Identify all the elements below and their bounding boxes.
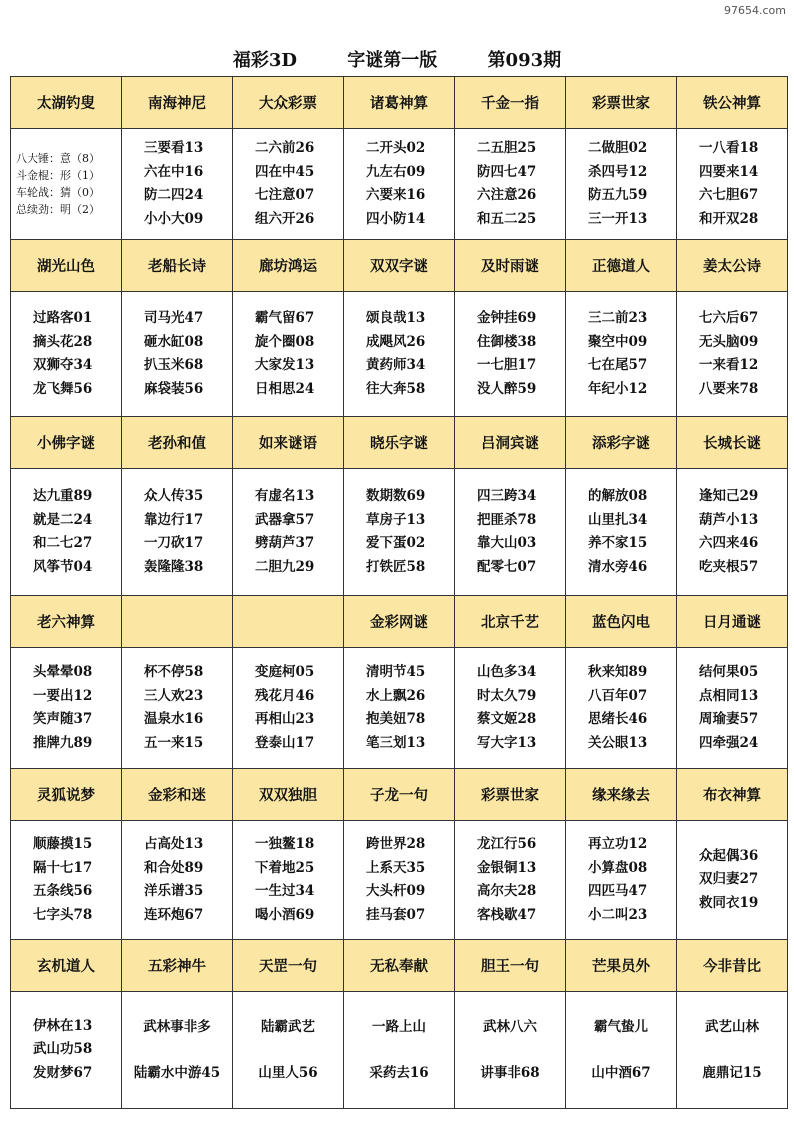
- riddle-line: 上系天35: [366, 859, 426, 876]
- riddle-line: 三要看13: [144, 140, 204, 156]
- column-source-name: 如来谜语: [233, 417, 344, 469]
- riddle-line: 四牵强24: [699, 734, 759, 751]
- riddle-line: 吃夹根57: [699, 558, 759, 575]
- riddle-line: 武山功58: [33, 1041, 93, 1058]
- riddle-cell: [455, 821, 566, 940]
- riddle-line: 水上飘26: [366, 687, 426, 704]
- riddle-line: 三二前23: [588, 310, 648, 326]
- riddle-cell: [11, 292, 122, 417]
- riddle-lines: [11, 833, 121, 927]
- column-source-name: [233, 596, 344, 648]
- riddle-line: 七字头78: [33, 906, 93, 923]
- riddle-line: 笑声随37: [33, 711, 93, 727]
- riddle-line: 组六开26: [255, 210, 315, 227]
- riddle-line: 下着地25: [255, 859, 315, 876]
- riddle-cell: [677, 648, 788, 769]
- riddle-cell: [455, 129, 566, 240]
- column-source-name: 金彩和迷: [122, 769, 233, 821]
- riddle-lines: [566, 661, 676, 755]
- riddle-line: 和开双28: [699, 210, 759, 227]
- riddle-line: 温泉水16: [144, 711, 204, 727]
- riddle-line: 金银铜13: [477, 859, 537, 876]
- riddle-lines: [566, 137, 676, 231]
- riddle-line: 年纪小12: [588, 380, 648, 397]
- header-row: [11, 940, 788, 992]
- riddle-line: 笔三划13: [366, 734, 426, 751]
- column-source-name: 缘来缘去: [566, 769, 677, 821]
- page-title: [0, 46, 794, 72]
- column-source-name: 布衣神算: [677, 769, 788, 821]
- site-watermark: 97654.com: [724, 4, 786, 17]
- riddle-lines: [566, 485, 676, 579]
- riddle-cell: [455, 469, 566, 596]
- riddle-cell: [677, 992, 788, 1109]
- riddle-line: 防四七47: [477, 163, 537, 180]
- riddle-line: 的解放08: [588, 488, 648, 504]
- riddle-line: 再立功12: [588, 836, 648, 852]
- column-source-name: 大众彩票: [233, 77, 344, 129]
- riddle-line: 四匹马47: [588, 883, 648, 899]
- riddle-cell: [455, 648, 566, 769]
- riddle-line: 小小大09: [144, 210, 204, 227]
- riddle-line: 四在中45: [255, 163, 315, 180]
- riddle-line: 扒玉米68: [144, 357, 204, 373]
- riddle-line: 四三跨34: [477, 488, 537, 504]
- riddle-line: 陆霸武艺: [261, 1019, 315, 1035]
- riddle-line: 伊林在13: [33, 1017, 93, 1034]
- riddle-line: 变庭柯05: [255, 664, 315, 680]
- riddle-line: 九左右09: [366, 163, 426, 180]
- riddle-line: 众起偶36: [699, 847, 759, 864]
- column-source-name: 廊坊鸿运: [233, 240, 344, 292]
- column-source-name: 湖光山色: [11, 240, 122, 292]
- riddle-line: 五一来15: [144, 734, 204, 751]
- riddle-cell: [455, 992, 566, 1109]
- riddle-line: 隔十七17: [33, 859, 93, 876]
- riddle-line: 周瑜妻57: [699, 711, 759, 727]
- riddle-line: 众人传35: [144, 488, 204, 504]
- column-source-name: 双双字谜: [344, 240, 455, 292]
- riddle-line: 颂良哉13: [366, 310, 426, 326]
- riddle-line: 高尔夫28: [477, 883, 537, 899]
- riddle-line: 八百年07: [588, 687, 648, 704]
- riddle-cell: [344, 648, 455, 769]
- riddle-cell: [344, 821, 455, 940]
- riddle-cell: [566, 992, 677, 1109]
- riddle-cell: [122, 469, 233, 596]
- riddle-line: 二五胆25: [477, 140, 537, 156]
- riddle-line: 往大奔58: [366, 380, 426, 397]
- riddle-line: 住御楼38: [477, 333, 537, 350]
- riddle-line: 杯不停58: [144, 664, 204, 680]
- riddle-line: 过路客01: [33, 310, 93, 326]
- column-source-name: 子龙一句: [344, 769, 455, 821]
- riddle-line: 一要出12: [33, 687, 93, 704]
- column-source-name: 铁公神算: [677, 77, 788, 129]
- riddle-line: 武器拿57: [255, 511, 315, 528]
- column-source-name: 天罡一句: [233, 940, 344, 992]
- riddle-cell: [11, 129, 122, 240]
- riddle-cell: [344, 129, 455, 240]
- riddle-lines: [233, 485, 343, 579]
- header-row: [11, 417, 788, 469]
- riddle-line: 一独鳌18: [255, 836, 315, 852]
- riddle-line: 客栈歇47: [477, 906, 537, 923]
- riddle-cell: [566, 292, 677, 417]
- riddle-lines: [677, 845, 787, 916]
- column-source-name: 老船长诗: [122, 240, 233, 292]
- header-row: [11, 596, 788, 648]
- riddle-cell: [11, 992, 122, 1109]
- riddle-lines: [122, 1004, 232, 1096]
- riddle-line: 蔡文姬28: [477, 711, 537, 727]
- riddle-line: 杀四号12: [588, 163, 648, 180]
- riddle-line: 和合处89: [144, 859, 204, 876]
- riddle-line: 麻袋装56: [144, 380, 204, 397]
- riddle-line: 小二叫23: [588, 906, 648, 923]
- riddle-cell: [677, 821, 788, 940]
- riddle-lines: [677, 1004, 787, 1096]
- riddle-row: [11, 992, 788, 1109]
- riddle-line: 七六后67: [699, 310, 759, 326]
- riddle-cell: [566, 469, 677, 596]
- riddle-cell: [11, 648, 122, 769]
- riddle-lines: [11, 150, 121, 218]
- column-source-name: 彩票世家: [566, 77, 677, 129]
- riddle-cell: [677, 292, 788, 417]
- riddle-lines: [566, 833, 676, 927]
- riddle-cell: [677, 469, 788, 596]
- riddle-line: 爱下蛋02: [366, 535, 426, 551]
- riddle-lines: [233, 833, 343, 927]
- riddle-cell: [344, 292, 455, 417]
- riddle-line: 连环炮67: [144, 906, 204, 923]
- column-source-name: 小佛字谜: [11, 417, 122, 469]
- riddle-line: 登泰山17: [255, 734, 315, 751]
- riddle-cell: [233, 469, 344, 596]
- riddle-line: 劈葫芦37: [255, 535, 315, 551]
- riddle-line: 思绪长46: [588, 711, 648, 727]
- riddle-lines: [122, 833, 232, 927]
- riddle-table: [10, 76, 788, 1109]
- riddle-lines: [455, 1004, 565, 1096]
- riddle-lines: [455, 833, 565, 927]
- header-row: [11, 769, 788, 821]
- riddle-line: 葫芦小13: [699, 511, 759, 528]
- column-source-name: 蓝色闪电: [566, 596, 677, 648]
- riddle-line: 山色多34: [477, 664, 537, 680]
- riddle-lines: [677, 307, 787, 401]
- riddle-cell: [455, 292, 566, 417]
- riddle-line: 砸水缸08: [144, 333, 204, 350]
- column-source-name: 玄机道人: [11, 940, 122, 992]
- riddle-line: 一来看12: [699, 357, 759, 373]
- column-source-name: 五彩神牛: [122, 940, 233, 992]
- section-name: 字谜第一版: [347, 50, 438, 71]
- riddle-line: 和五二25: [477, 210, 537, 227]
- riddle-line: 靠边行17: [144, 511, 204, 528]
- riddle-lines: [677, 485, 787, 579]
- riddle-line: 山里扎34: [588, 511, 648, 528]
- column-source-name: 长城长谜: [677, 417, 788, 469]
- riddle-line: 没人醉59: [477, 380, 537, 397]
- riddle-lines: [344, 137, 454, 231]
- riddle-lines: [344, 661, 454, 755]
- column-source-name: 金彩网谜: [344, 596, 455, 648]
- column-source-name: 吕洞宾谜: [455, 417, 566, 469]
- riddle-row: [11, 648, 788, 769]
- riddle-line: 双狮夺34: [33, 357, 93, 373]
- riddle-line: 推牌九89: [33, 734, 93, 751]
- riddle-lines: [11, 485, 121, 579]
- riddle-line: 一路上山: [372, 1019, 426, 1035]
- riddle-lines: [566, 307, 676, 401]
- riddle-row: [11, 292, 788, 417]
- riddle-line: 防二四24: [144, 187, 204, 203]
- riddle-line: 日相思24: [255, 380, 315, 397]
- riddle-cell: [344, 469, 455, 596]
- riddle-line: 六要来16: [366, 187, 426, 203]
- riddle-line: 清水旁46: [588, 558, 648, 575]
- riddle-line: 龙飞舞56: [33, 380, 93, 397]
- column-source-name: 诸葛神算: [344, 77, 455, 129]
- riddle-line: 霸气留67: [255, 310, 315, 326]
- riddle-line: 二开头02: [366, 140, 426, 156]
- riddle-line: 关公眼13: [588, 734, 648, 751]
- riddle-line: 救同衣19: [699, 894, 759, 911]
- riddle-lines: [344, 485, 454, 579]
- riddle-line: 八大锤：意（8）: [16, 152, 100, 165]
- riddle-line: 黄药师34: [366, 357, 426, 373]
- riddle-line: 数期数69: [366, 488, 426, 504]
- riddle-lines: [344, 1004, 454, 1096]
- riddle-line: 达九重89: [33, 488, 93, 504]
- riddle-line: 山中酒67: [591, 1065, 651, 1081]
- riddle-line: 防五九59: [588, 187, 648, 203]
- column-source-name: 南海神尼: [122, 77, 233, 129]
- riddle-line: 一生过34: [255, 883, 315, 899]
- riddle-line: 双归妻27: [699, 871, 759, 888]
- riddle-cell: [233, 129, 344, 240]
- riddle-line: 风筝节04: [33, 558, 93, 575]
- riddle-lines: [122, 485, 232, 579]
- riddle-line: 就是二24: [33, 511, 93, 528]
- riddle-cell: [122, 648, 233, 769]
- riddle-line: 七在尾57: [588, 357, 648, 373]
- riddle-line: 武林事非多: [143, 1019, 211, 1035]
- column-source-name: 灵狐说梦: [11, 769, 122, 821]
- riddle-lines: [122, 307, 232, 401]
- column-source-name: 彩票世家: [455, 769, 566, 821]
- column-source-name: 老六神算: [11, 596, 122, 648]
- riddle-line: 二胆九29: [255, 558, 315, 575]
- riddle-line: 靠大山03: [477, 535, 537, 551]
- column-source-name: 千金一指: [455, 77, 566, 129]
- riddle-lines: [122, 661, 232, 755]
- riddle-line: 六七胆67: [699, 187, 759, 203]
- riddle-line: 七注意07: [255, 187, 315, 203]
- column-source-name: 太湖钓叟: [11, 77, 122, 129]
- riddle-cell: [122, 129, 233, 240]
- riddle-lines: [344, 833, 454, 927]
- riddle-lines: [566, 1004, 676, 1096]
- riddle-lines: [344, 307, 454, 401]
- riddle-cell: [11, 469, 122, 596]
- riddle-lines: [122, 137, 232, 231]
- riddle-cell: [11, 821, 122, 940]
- header-row: [11, 240, 788, 292]
- column-source-name: 晓乐字谜: [344, 417, 455, 469]
- riddle-cell: [566, 129, 677, 240]
- riddle-line: 总续劲：明（2）: [16, 203, 100, 216]
- riddle-cell: [122, 821, 233, 940]
- riddle-line: 金钟挂69: [477, 310, 537, 326]
- riddle-lines: [11, 307, 121, 401]
- riddle-line: 残花月46: [255, 687, 315, 704]
- riddle-line: 司马光47: [144, 310, 204, 326]
- riddle-cell: [122, 992, 233, 1109]
- riddle-line: 车轮战：猜（0）: [16, 186, 100, 199]
- column-source-name: 日月通谜: [677, 596, 788, 648]
- riddle-line: 养不家15: [588, 535, 648, 551]
- riddle-line: 讲事非68: [480, 1065, 540, 1081]
- riddle-line: 挂马套07: [366, 906, 426, 923]
- riddle-line: 大家发13: [255, 357, 315, 373]
- riddle-line: 配零七07: [477, 558, 537, 575]
- riddle-cell: [566, 821, 677, 940]
- riddle-line: 五条线56: [33, 883, 93, 899]
- riddle-line: 陆霸水中游45: [133, 1065, 221, 1081]
- riddle-line: 斗金棍：形（1）: [16, 169, 100, 182]
- riddle-line: 霸气蛰儿: [594, 1019, 648, 1035]
- riddle-line: 聚空中09: [588, 333, 648, 350]
- riddle-line: 山里人56: [258, 1065, 318, 1081]
- riddle-line: 清明节45: [366, 664, 426, 680]
- column-source-name: 芒果员外: [566, 940, 677, 992]
- riddle-line: 写大字13: [477, 734, 537, 751]
- riddle-cell: [233, 992, 344, 1109]
- riddle-line: 摘头花28: [33, 333, 93, 350]
- lottery-name: 福彩3D: [232, 50, 297, 71]
- riddle-line: 武艺山林: [705, 1019, 759, 1035]
- riddle-lines: [233, 661, 343, 755]
- riddle-cell: [233, 292, 344, 417]
- riddle-cell: [566, 648, 677, 769]
- riddle-row: [11, 469, 788, 596]
- riddle-line: 洋乐谱35: [144, 883, 204, 899]
- riddle-line: 抱美妞78: [366, 711, 426, 727]
- riddle-lines: [11, 1015, 121, 1086]
- riddle-line: 四小防14: [366, 210, 426, 227]
- riddle-lines: [677, 137, 787, 231]
- riddle-line: 采药去16: [369, 1065, 429, 1081]
- riddle-line: 结何果05: [699, 664, 759, 680]
- riddle-line: 成飓风26: [366, 333, 426, 350]
- riddle-line: 六在中16: [144, 163, 204, 180]
- riddle-line: 一八看18: [699, 140, 759, 156]
- riddle-line: 二做胆02: [588, 140, 648, 156]
- riddle-lines: [455, 137, 565, 231]
- riddle-line: 和二七27: [33, 535, 93, 551]
- riddle-cell: [233, 648, 344, 769]
- riddle-line: 轰隆隆38: [144, 558, 204, 575]
- riddle-line: 小算盘08: [588, 859, 648, 876]
- riddle-cell: [677, 129, 788, 240]
- riddle-line: 旋个圈08: [255, 333, 315, 350]
- riddle-lines: [233, 1004, 343, 1096]
- riddle-lines: [11, 661, 121, 755]
- riddle-line: 四要来14: [699, 163, 759, 180]
- riddle-line: 把匪杀78: [477, 511, 537, 528]
- riddle-line: 一七胆17: [477, 357, 537, 373]
- column-source-name: 双双独胆: [233, 769, 344, 821]
- riddle-line: 占高处13: [144, 836, 204, 852]
- riddle-line: 鹿鼎记15: [702, 1065, 762, 1081]
- header-row: [11, 77, 788, 129]
- column-source-name: 胆王一句: [455, 940, 566, 992]
- riddle-lines: [455, 661, 565, 755]
- riddle-line: 武林八六: [483, 1019, 537, 1035]
- riddle-line: 秋来知89: [588, 664, 648, 680]
- column-source-name: 姜太公诗: [677, 240, 788, 292]
- riddle-line: 大头杆09: [366, 883, 426, 899]
- riddle-line: 顺藤摸15: [33, 836, 93, 852]
- riddle-row: [11, 129, 788, 240]
- column-source-name: 及时雨谜: [455, 240, 566, 292]
- riddle-cell: [122, 292, 233, 417]
- riddle-line: 时太久79: [477, 687, 537, 704]
- riddle-cell: [233, 821, 344, 940]
- column-source-name: [122, 596, 233, 648]
- riddle-line: 三一开13: [588, 210, 648, 227]
- riddle-line: 点相同13: [699, 687, 759, 704]
- riddle-line: 跨世界28: [366, 836, 426, 852]
- column-source-name: 老孙和值: [122, 417, 233, 469]
- riddle-line: 逢知己29: [699, 488, 759, 504]
- riddle-line: 六注意26: [477, 187, 537, 203]
- riddle-line: 一刀砍17: [144, 535, 204, 551]
- riddle-lines: [455, 485, 565, 579]
- riddle-line: 喝小酒69: [255, 906, 315, 923]
- riddle-cell: [344, 992, 455, 1109]
- column-source-name: 正德道人: [566, 240, 677, 292]
- riddle-line: 草房子13: [366, 511, 426, 528]
- riddle-line: 二六前26: [255, 140, 315, 156]
- riddle-line: 八要来78: [699, 380, 759, 397]
- column-source-name: 添彩字谜: [566, 417, 677, 469]
- riddle-line: 龙江行56: [477, 836, 537, 852]
- riddle-row: [11, 821, 788, 940]
- riddle-line: 三人欢23: [144, 687, 204, 704]
- riddle-lines: [233, 137, 343, 231]
- riddle-line: 六四来46: [699, 535, 759, 551]
- riddle-lines: [233, 307, 343, 401]
- issue-number: 第093期: [487, 50, 562, 71]
- riddle-line: 发财梦67: [33, 1064, 93, 1081]
- column-source-name: 今非昔比: [677, 940, 788, 992]
- riddle-line: 头晕晕08: [33, 664, 93, 680]
- riddle-line: 再相山23: [255, 711, 315, 727]
- riddle-lines: [677, 661, 787, 755]
- riddle-lines: [455, 307, 565, 401]
- riddle-line: 有虚名13: [255, 488, 315, 504]
- column-source-name: 无私奉献: [344, 940, 455, 992]
- column-source-name: 北京千艺: [455, 596, 566, 648]
- riddle-line: 无头脑09: [699, 333, 759, 350]
- riddle-line: 打铁匠58: [366, 558, 426, 575]
